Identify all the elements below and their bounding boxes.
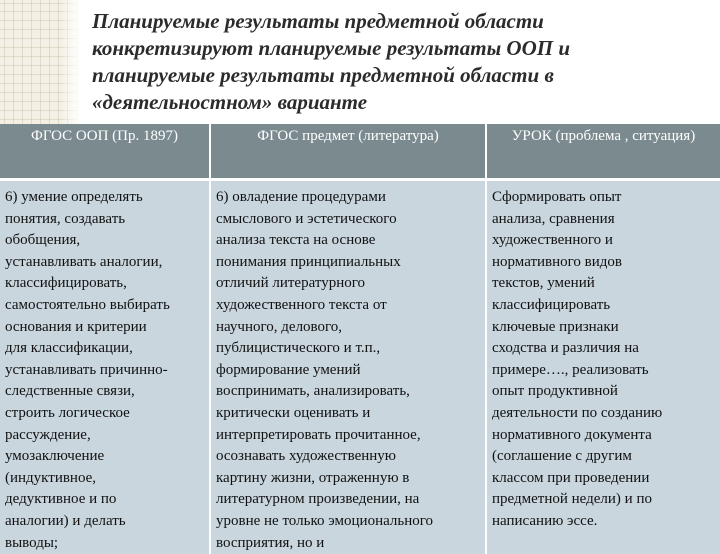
cell-text-line: восприятия, но и bbox=[216, 533, 480, 554]
cell-text-line: следственные связи, bbox=[5, 381, 204, 403]
cell-text-line: опыт продуктивной bbox=[492, 381, 715, 403]
cell-text-line: 6) овладение процедурами bbox=[216, 187, 480, 209]
cell-text-line: интерпретировать прочитанное, bbox=[216, 425, 480, 447]
cell-text-line: классифицировать bbox=[492, 295, 715, 317]
comparison-table bbox=[0, 124, 720, 554]
cell-text-line: понятия, создавать bbox=[5, 209, 204, 231]
cell-text-line: классом при проведении bbox=[492, 468, 715, 490]
cell-text-line: уровне не только эмоционального bbox=[216, 511, 480, 533]
cell-text-line: осознавать художественную bbox=[216, 446, 480, 468]
header-label: ФГОС ООП (Пр. 1897) bbox=[6, 126, 203, 146]
decorative-grid-pattern bbox=[0, 0, 80, 125]
cell-text-line: обобщения, bbox=[5, 230, 204, 252]
cell-text-line: анализа, сравнения bbox=[492, 209, 715, 231]
slide-title-line: конкретизируют планируемые результаты ООП и bbox=[92, 35, 712, 62]
cell-text-line: смыслового и эстетического bbox=[216, 209, 480, 231]
cell-text-line: картину жизни, отраженную в bbox=[216, 468, 480, 490]
cell-text-line: классифицировать, bbox=[5, 273, 204, 295]
header-lesson bbox=[486, 124, 720, 180]
cell-text-line: публицистического и т.п., bbox=[216, 338, 480, 360]
cell-text-line: сходства и различия на bbox=[492, 338, 715, 360]
header-fgos-subject bbox=[210, 124, 486, 180]
cell-text-line: строить логическое bbox=[5, 403, 204, 425]
slide-title-line: планируемые результаты предметной области в bbox=[92, 62, 712, 89]
cell-text-line: дедуктивное и по bbox=[5, 489, 204, 511]
header-label: ФГОС предмет (литература) bbox=[217, 126, 479, 146]
cell-text-line: самостоятельно выбирать bbox=[5, 295, 204, 317]
cell-text-line: нормативного документа bbox=[492, 425, 715, 447]
cell-text-line: для классификации, bbox=[5, 338, 204, 360]
cell-text-line: устанавливать аналогии, bbox=[5, 252, 204, 274]
cell-fgos-subject bbox=[210, 180, 486, 554]
cell-text-line: отличий литературного bbox=[216, 273, 480, 295]
cell-text-line: ключевые признаки bbox=[492, 317, 715, 339]
cell-text-line: выводы; bbox=[5, 533, 204, 554]
cell-text-line: аналогии) и делать bbox=[5, 511, 204, 533]
cell-text-line: критически оценивать и bbox=[216, 403, 480, 425]
slide-title-line: Планируемые результаты предметной области bbox=[92, 8, 712, 35]
header-label: УРОК (проблема , ситуация) bbox=[493, 126, 714, 146]
cell-fgos-oop bbox=[0, 180, 210, 554]
cell-text-line: рассуждение, bbox=[5, 425, 204, 447]
slide-title bbox=[92, 8, 712, 116]
cell-text-line: основания и критерии bbox=[5, 317, 204, 339]
cell-text-line: воспринимать, анализировать, bbox=[216, 381, 480, 403]
cell-lesson bbox=[486, 180, 720, 554]
cell-text-line: научного, делового, bbox=[216, 317, 480, 339]
header-fgos-oop bbox=[0, 124, 210, 180]
slide-title-line: «деятельностном» варианте bbox=[92, 89, 712, 116]
cell-text-line: понимания принципиальных bbox=[216, 252, 480, 274]
cell-text-line: художественного и bbox=[492, 230, 715, 252]
cell-text-line: текстов, умений bbox=[492, 273, 715, 295]
cell-text-line: написанию эссе. bbox=[492, 511, 715, 533]
cell-text-line: анализа текста на основе bbox=[216, 230, 480, 252]
cell-text-line: 6) умение определять bbox=[5, 187, 204, 209]
cell-text-line: умозаключение bbox=[5, 446, 204, 468]
cell-text-line: устанавливать причинно- bbox=[5, 360, 204, 382]
cell-text-line: (индуктивное, bbox=[5, 468, 204, 490]
table-row bbox=[0, 180, 720, 554]
cell-text-line: художественного текста от bbox=[216, 295, 480, 317]
cell-text-line: формирование умений bbox=[216, 360, 480, 382]
table-header-row bbox=[0, 124, 720, 180]
cell-text-line: предметной недели) и по bbox=[492, 489, 715, 511]
cell-text-line: Сформировать опыт bbox=[492, 187, 715, 209]
cell-text-line: литературном произведении, на bbox=[216, 489, 480, 511]
cell-text-line: (соглашение с другим bbox=[492, 446, 715, 468]
cell-text-line: примере…., реализовать bbox=[492, 360, 715, 382]
cell-text-line: деятельности по созданию bbox=[492, 403, 715, 425]
cell-text-line: нормативного видов bbox=[492, 252, 715, 274]
